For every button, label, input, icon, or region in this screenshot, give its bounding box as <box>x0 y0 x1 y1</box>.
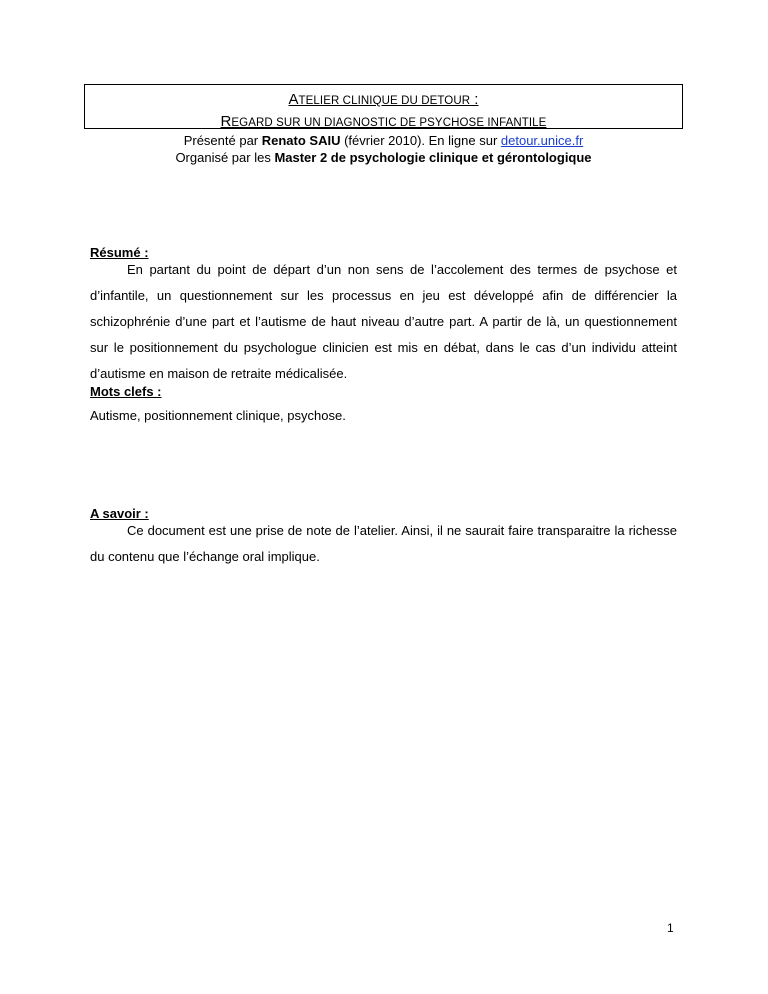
keywords-heading: Mots clefs : <box>90 384 162 399</box>
page-number: 1 <box>667 921 674 935</box>
title-line-2-initial: R <box>220 113 232 130</box>
presenter-prefix: Présenté par <box>183 133 262 148</box>
title-line-2-text: EGARD SUR UN DIAGNOSTIC DE PSYCHOSE INFANTILE <box>231 117 547 129</box>
title-box <box>84 84 683 129</box>
source-link[interactable]: detour.unice.fr <box>500 133 584 148</box>
title-line-1-suffix: : <box>470 91 479 108</box>
title-line-1-initial: A <box>288 91 299 108</box>
note-text: Ce document est une prise de note de l’atelier. Ainsi, il ne saurait faire transparaitre la richesse du contenu que l’échange oral implique. <box>90 523 677 564</box>
summary-heading: Résumé : <box>90 245 149 260</box>
organizer-line <box>84 149 683 167</box>
summary-paragraph <box>90 257 677 387</box>
note-paragraph <box>90 518 677 570</box>
organizer-prefix: Organisé par les <box>175 150 275 165</box>
title-line-1 <box>85 89 682 111</box>
keywords-text: Autisme, positionnement clinique, psychose. <box>90 408 346 423</box>
note-heading: A savoir : <box>90 506 149 521</box>
presenter-middle: (février 2010). En ligne sur <box>340 133 501 148</box>
summary-text: En partant du point de départ d’un non sens de l’accolement des termes de psychose et d’infantile, un questionnement sur les processus en jeu est développé afin de différencier la schizophrénie d’une part et l’autisme de haut niveau d’autre part. A partir de là, un questionnement sur le positionnement du psychologue clinicien est mis en débat, dans le cas d’un individu atteint d’autisme en maison de retraite médicalisée. <box>90 262 677 381</box>
organizer-name: Master 2 de psychologie clinique et gérontologique <box>274 150 592 165</box>
title-line-2 <box>85 111 682 133</box>
title-line-1-text: TELIER CLINIQUE DU DETOUR <box>298 95 471 107</box>
presenter-line <box>84 132 683 150</box>
presenter-name: Renato SAIU <box>261 133 341 148</box>
